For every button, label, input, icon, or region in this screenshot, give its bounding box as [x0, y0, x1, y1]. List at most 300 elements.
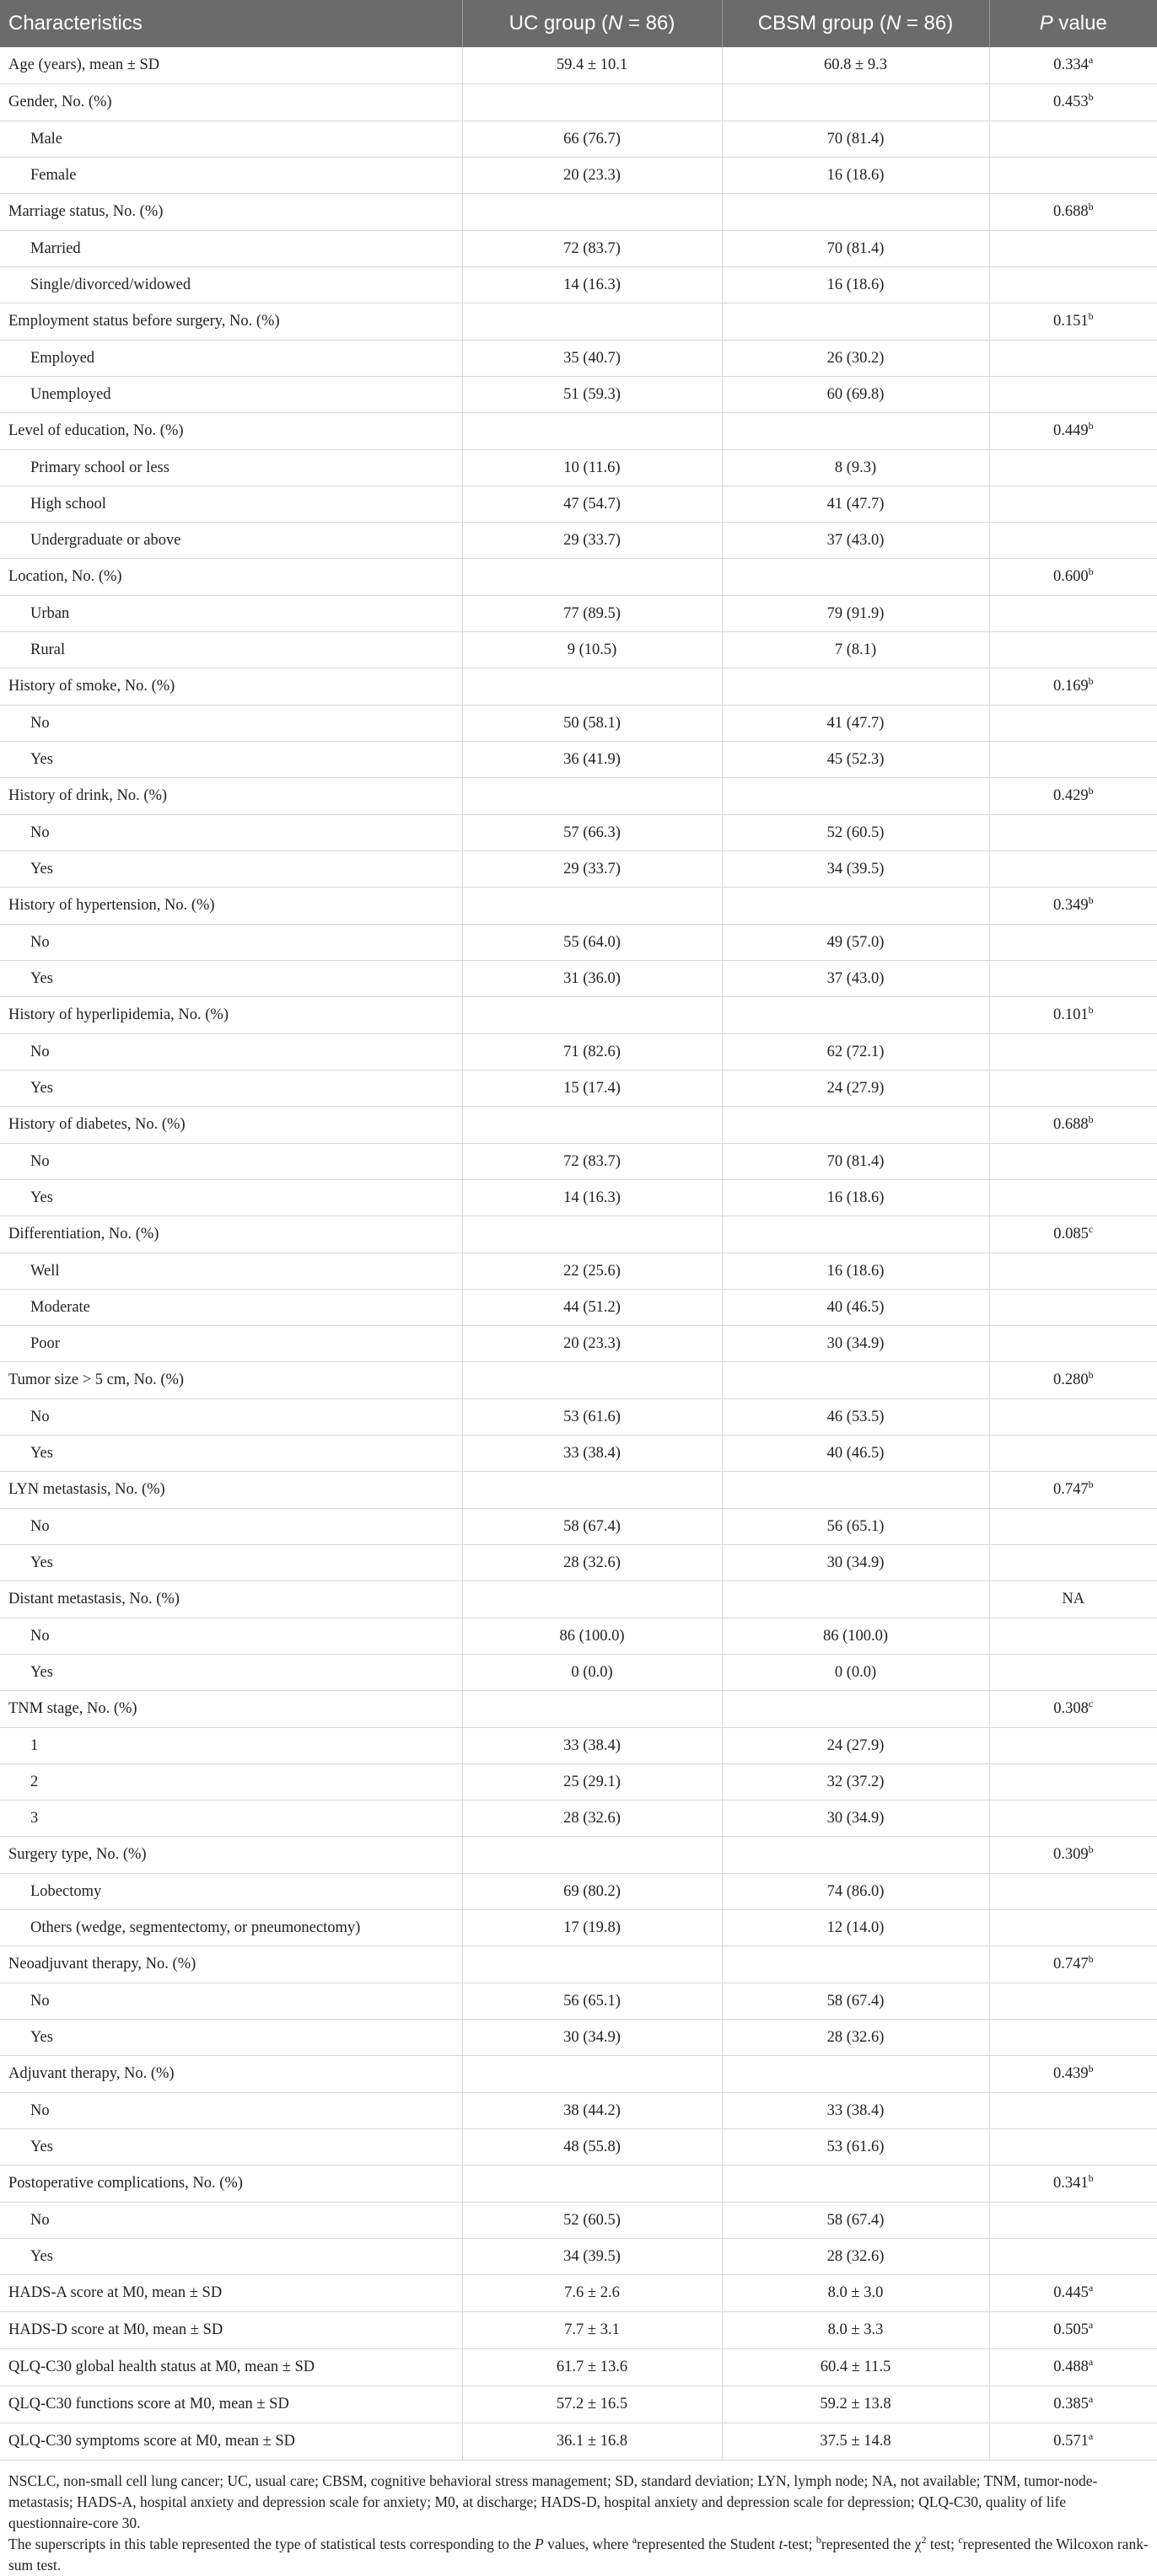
p-value-superscript: b — [1088, 90, 1094, 103]
cell-uc-value: 51 (59.3) — [462, 377, 722, 413]
p-value-superscript: b — [1088, 1478, 1094, 1490]
table-row — [0, 1509, 1157, 1545]
cell-uc-value: 29 (33.7) — [462, 523, 722, 559]
cell-cbsm-value: 45 (52.3) — [722, 742, 989, 778]
cell-p-value: 0.439$^b$ — [989, 2056, 1157, 2093]
cell-uc-value — [462, 2165, 722, 2203]
cell-cbsm-value — [722, 1837, 989, 1874]
cell-cbsm-value: 8.0 ± 3.0 — [722, 2275, 989, 2312]
cell-cbsm-value — [722, 997, 989, 1034]
cell-cbsm-value — [722, 2165, 989, 2203]
cell-cbsm-value: 59.2 ± 13.8 — [722, 2386, 989, 2423]
cell-characteristic: Location, No. (%) — [0, 559, 462, 596]
cell-characteristic: Yes — [0, 851, 462, 888]
cell-characteristic: Moderate — [0, 1290, 462, 1326]
cell-p-value: 0.600$^b$ — [989, 559, 1157, 596]
table-row — [0, 742, 1157, 778]
table-row — [0, 1071, 1157, 1107]
cell-uc-value: 14 (16.3) — [462, 1180, 722, 1216]
table-row — [0, 1655, 1157, 1691]
cell-p-value — [989, 706, 1157, 742]
cell-characteristic: History of drink, No. (%) — [0, 778, 462, 815]
cell-p-value — [989, 1509, 1157, 1545]
cell-cbsm-value: 37 (43.0) — [722, 961, 989, 997]
cell-characteristic: Yes — [0, 742, 462, 778]
cell-uc-value: 56 (65.1) — [462, 1983, 722, 2020]
p-value-superscript: b — [1088, 1368, 1094, 1381]
cell-uc-value: 15 (17.4) — [462, 1071, 722, 1107]
table-row — [0, 413, 1157, 450]
cell-p-value — [989, 742, 1157, 778]
table-row — [0, 377, 1157, 413]
p-value-superscript: b — [1088, 419, 1094, 432]
cell-cbsm-value: 7 (8.1) — [722, 632, 989, 668]
cell-cbsm-value: 41 (47.7) — [722, 706, 989, 742]
cell-characteristic: History of diabetes, No. (%) — [0, 1107, 462, 1144]
cell-p-value — [989, 1034, 1157, 1071]
table-row — [0, 888, 1157, 925]
table-row — [0, 559, 1157, 596]
cell-cbsm-value: 56 (65.1) — [722, 1509, 989, 1545]
cell-p-value: 0.151$^b$ — [989, 303, 1157, 341]
cell-p-value — [989, 267, 1157, 303]
cell-p-value — [989, 815, 1157, 851]
cell-characteristic: Adjuvant therapy, No. (%) — [0, 2056, 462, 2093]
cell-p-value — [989, 632, 1157, 668]
cell-uc-value — [462, 1362, 722, 1399]
cell-uc-value: 33 (38.4) — [462, 1436, 722, 1472]
cell-uc-value: 10 (11.6) — [462, 450, 722, 486]
table-row — [0, 1107, 1157, 1144]
cell-cbsm-value — [722, 1107, 989, 1144]
cell-cbsm-value — [722, 1691, 989, 1728]
cell-characteristic: No — [0, 1983, 462, 2020]
cell-cbsm-value: 0 (0.0) — [722, 1655, 989, 1691]
p-value-superscript: a — [1088, 2429, 1094, 2442]
cell-cbsm-value: 52 (60.5) — [722, 815, 989, 851]
cell-p-value: 0.688$^b$ — [989, 194, 1157, 231]
cell-uc-value: 31 (36.0) — [462, 961, 722, 997]
cell-p-value — [989, 231, 1157, 267]
cell-characteristic: No — [0, 1509, 462, 1545]
cell-p-value — [989, 2203, 1157, 2239]
cell-uc-value: 28 (32.6) — [462, 1801, 722, 1837]
cell-characteristic: Yes — [0, 1655, 462, 1691]
cell-uc-value: 0 (0.0) — [462, 1655, 722, 1691]
cell-cbsm-value — [722, 194, 989, 231]
cell-cbsm-value — [722, 1362, 989, 1399]
cell-p-value: 0.449$^b$ — [989, 413, 1157, 450]
cell-characteristic: HADS-D score at M0, mean ± SD — [0, 2312, 462, 2349]
cell-p-value — [989, 1326, 1157, 1362]
cell-characteristic: Single/divorced/widowed — [0, 267, 462, 303]
cell-p-value — [989, 2129, 1157, 2165]
cell-characteristic: History of hypertension, No. (%) — [0, 888, 462, 925]
cell-characteristic: Level of education, No. (%) — [0, 413, 462, 450]
cell-cbsm-value: 24 (27.9) — [722, 1071, 989, 1107]
cell-uc-value: 20 (23.3) — [462, 1326, 722, 1362]
cell-p-value — [989, 121, 1157, 158]
cell-uc-value: 22 (25.6) — [462, 1253, 722, 1290]
cell-characteristic: Yes — [0, 2020, 462, 2056]
cell-characteristic: HADS-A score at M0, mean ± SD — [0, 2275, 462, 2312]
cell-uc-value: 48 (55.8) — [462, 2129, 722, 2165]
cell-uc-value — [462, 888, 722, 925]
cell-characteristic: Primary school or less — [0, 450, 462, 486]
p-value-superscript: b — [1088, 2171, 1094, 2184]
table-row — [0, 450, 1157, 486]
table-row — [0, 778, 1157, 815]
cell-uc-value: 25 (29.1) — [462, 1764, 722, 1801]
header-characteristics: Characteristics — [0, 0, 462, 47]
cell-characteristic: Yes — [0, 2129, 462, 2165]
cell-p-value — [989, 1910, 1157, 1946]
cell-uc-value — [462, 778, 722, 815]
cell-uc-value — [462, 1472, 722, 1509]
cell-p-value — [989, 1436, 1157, 1472]
cell-p-value — [989, 2239, 1157, 2275]
cell-characteristic: Male — [0, 121, 462, 158]
header-uc-group: UC group (N = 86) — [462, 0, 722, 47]
cell-uc-value: 72 (83.7) — [462, 231, 722, 267]
cell-characteristic: Yes — [0, 1071, 462, 1107]
cell-p-value — [989, 1618, 1157, 1655]
table-row — [0, 1436, 1157, 1472]
table-row — [0, 1326, 1157, 1362]
cell-cbsm-value: 62 (72.1) — [722, 1034, 989, 1071]
table-row — [0, 2349, 1157, 2386]
table-row — [0, 1691, 1157, 1728]
cell-cbsm-value — [722, 778, 989, 815]
cell-p-value: 0.747$^b$ — [989, 1472, 1157, 1509]
table-row — [0, 632, 1157, 668]
cell-uc-value — [462, 1216, 722, 1253]
table-row — [0, 851, 1157, 888]
cell-characteristic: Undergraduate or above — [0, 523, 462, 559]
cell-cbsm-value: 49 (57.0) — [722, 925, 989, 961]
cell-characteristic: History of smoke, No. (%) — [0, 668, 462, 706]
cell-characteristic: QLQ-C30 functions score at M0, mean ± SD — [0, 2386, 462, 2423]
cell-characteristic: TNM stage, No. (%) — [0, 1691, 462, 1728]
cell-p-value: 0.505$^a$ — [989, 2312, 1157, 2349]
cell-cbsm-value: 24 (27.9) — [722, 1728, 989, 1764]
cell-p-value — [989, 1545, 1157, 1581]
cell-cbsm-value: 16 (18.6) — [722, 267, 989, 303]
cell-p-value: 0.308$^c$ — [989, 1691, 1157, 1728]
table-row — [0, 158, 1157, 194]
table-row — [0, 523, 1157, 559]
cell-p-value — [989, 1253, 1157, 1290]
cell-characteristic: Yes — [0, 1545, 462, 1581]
cell-cbsm-value — [722, 2056, 989, 2093]
cell-cbsm-value — [722, 668, 989, 706]
cell-p-value: 0.688$^b$ — [989, 1107, 1157, 1144]
table-row — [0, 1545, 1157, 1581]
cell-uc-value: 77 (89.5) — [462, 596, 722, 632]
cell-p-value: 0.101$^b$ — [989, 997, 1157, 1034]
table-row — [0, 2275, 1157, 2312]
cell-cbsm-value: 16 (18.6) — [722, 158, 989, 194]
cell-cbsm-value — [722, 1581, 989, 1618]
table-row — [0, 1728, 1157, 1764]
p-value-superscript: b — [1088, 200, 1094, 212]
cell-p-value — [989, 486, 1157, 523]
table-row — [0, 84, 1157, 121]
cell-p-value — [989, 925, 1157, 961]
cell-p-value — [989, 450, 1157, 486]
cell-cbsm-value: 16 (18.6) — [722, 1253, 989, 1290]
p-value-superscript: b — [1088, 674, 1094, 687]
table-header — [0, 0, 1157, 47]
cell-uc-value: 50 (58.1) — [462, 706, 722, 742]
cell-cbsm-value: 46 (53.5) — [722, 1399, 989, 1436]
table-row — [0, 1216, 1157, 1253]
cell-cbsm-value: 28 (32.6) — [722, 2020, 989, 2056]
table-row — [0, 1253, 1157, 1290]
cell-characteristic: No — [0, 1144, 462, 1180]
cell-uc-value: 58 (67.4) — [462, 1509, 722, 1545]
cell-uc-value — [462, 2056, 722, 2093]
cell-uc-value — [462, 1581, 722, 1618]
cell-characteristic: Lobectomy — [0, 1874, 462, 1910]
cell-uc-value — [462, 413, 722, 450]
cell-cbsm-value — [722, 888, 989, 925]
cell-cbsm-value — [722, 413, 989, 450]
cell-characteristic: Urban — [0, 596, 462, 632]
cell-uc-value: 7.6 ± 2.6 — [462, 2275, 722, 2312]
cell-uc-value: 36.1 ± 16.8 — [462, 2423, 722, 2461]
cell-uc-value: 35 (40.7) — [462, 341, 722, 377]
cell-cbsm-value: 26 (30.2) — [722, 341, 989, 377]
table-row — [0, 2423, 1157, 2461]
cell-p-value — [989, 1764, 1157, 1801]
table-row — [0, 486, 1157, 523]
cell-cbsm-value: 16 (18.6) — [722, 1180, 989, 1216]
cell-characteristic: 1 — [0, 1728, 462, 1764]
cell-characteristic: No — [0, 706, 462, 742]
cell-cbsm-value: 40 (46.5) — [722, 1290, 989, 1326]
cell-cbsm-value: 40 (46.5) — [722, 1436, 989, 1472]
cell-cbsm-value: 79 (91.9) — [722, 596, 989, 632]
cell-uc-value — [462, 668, 722, 706]
cell-cbsm-value: 70 (81.4) — [722, 231, 989, 267]
cell-p-value — [989, 1728, 1157, 1764]
cell-p-value — [989, 1071, 1157, 1107]
cell-cbsm-value — [722, 559, 989, 596]
table-row — [0, 1290, 1157, 1326]
table-row — [0, 1034, 1157, 1071]
table-row — [0, 1618, 1157, 1655]
cell-p-value — [989, 1983, 1157, 2020]
table-row — [0, 2056, 1157, 2093]
cell-characteristic: Well — [0, 1253, 462, 1290]
cell-p-value: 0.488$^a$ — [989, 2349, 1157, 2386]
cell-p-value: 0.309$^b$ — [989, 1837, 1157, 1874]
cell-uc-value: 36 (41.9) — [462, 742, 722, 778]
cell-p-value: 0.453$^b$ — [989, 84, 1157, 121]
cell-cbsm-value: 30 (34.9) — [722, 1801, 989, 1837]
p-value-superscript: b — [1088, 1003, 1094, 1016]
cell-cbsm-value: 60.4 ± 11.5 — [722, 2349, 989, 2386]
cell-characteristic: 3 — [0, 1801, 462, 1837]
p-value-superscript: b — [1088, 894, 1094, 906]
cell-characteristic: No — [0, 925, 462, 961]
cell-uc-value: 7.7 ± 3.1 — [462, 2312, 722, 2349]
cell-cbsm-value: 28 (32.6) — [722, 2239, 989, 2275]
table-row — [0, 2239, 1157, 2275]
cell-cbsm-value: 60 (69.8) — [722, 377, 989, 413]
cell-characteristic: Differentiation, No. (%) — [0, 1216, 462, 1253]
cell-uc-value — [462, 559, 722, 596]
cell-cbsm-value — [722, 303, 989, 341]
p-value-superscript: a — [1088, 2281, 1094, 2294]
cell-uc-value: 69 (80.2) — [462, 1874, 722, 1910]
p-value-superscript: b — [1088, 784, 1094, 797]
cell-cbsm-value: 30 (34.9) — [722, 1326, 989, 1362]
cell-uc-value: 14 (16.3) — [462, 267, 722, 303]
table-row — [0, 1399, 1157, 1436]
table-row — [0, 267, 1157, 303]
cell-uc-value: 52 (60.5) — [462, 2203, 722, 2239]
cell-p-value — [989, 1180, 1157, 1216]
cell-characteristic: No — [0, 2203, 462, 2239]
table-row — [0, 925, 1157, 961]
cell-uc-value: 86 (100.0) — [462, 1618, 722, 1655]
cell-characteristic: Employed — [0, 341, 462, 377]
cell-p-value: 0.571$^a$ — [989, 2423, 1157, 2461]
cell-p-value — [989, 377, 1157, 413]
cell-characteristic: Neoadjuvant therapy, No. (%) — [0, 1946, 462, 1983]
cell-uc-value: 66 (76.7) — [462, 121, 722, 158]
p-value-superscript: b — [1088, 309, 1094, 322]
cell-uc-value — [462, 1837, 722, 1874]
cell-uc-value: 34 (39.5) — [462, 2239, 722, 2275]
cell-cbsm-value — [722, 84, 989, 121]
cell-characteristic: Employment status before surgery, No. (%) — [0, 303, 462, 341]
cell-p-value — [989, 158, 1157, 194]
cell-cbsm-value: 58 (67.4) — [722, 2203, 989, 2239]
cell-characteristic: Surgery type, No. (%) — [0, 1837, 462, 1874]
cell-characteristic: QLQ-C30 global health status at M0, mean ± SD — [0, 2349, 462, 2386]
table-row — [0, 961, 1157, 997]
cell-characteristic: Married — [0, 231, 462, 267]
cell-p-value: 0.385$^a$ — [989, 2386, 1157, 2423]
cell-p-value — [989, 1801, 1157, 1837]
header-cbsm-group: CBSM group (N = 86) — [722, 0, 989, 47]
cell-uc-value: 72 (83.7) — [462, 1144, 722, 1180]
cell-p-value — [989, 2093, 1157, 2129]
table-row — [0, 2203, 1157, 2239]
cell-uc-value: 44 (51.2) — [462, 1290, 722, 1326]
cell-uc-value — [462, 1691, 722, 1728]
cell-p-value: 0.747$^b$ — [989, 1946, 1157, 1983]
cell-cbsm-value: 70 (81.4) — [722, 121, 989, 158]
table-row — [0, 596, 1157, 632]
cell-cbsm-value: 30 (34.9) — [722, 1545, 989, 1581]
table-row — [0, 1946, 1157, 1983]
cell-characteristic: Age (years), mean ± SD — [0, 47, 462, 84]
cell-uc-value: 30 (34.9) — [462, 2020, 722, 2056]
table-row — [0, 1801, 1157, 1837]
table-row — [0, 1837, 1157, 1874]
cell-characteristic: LYN metastasis, No. (%) — [0, 1472, 462, 1509]
cell-characteristic: Marriage status, No. (%) — [0, 194, 462, 231]
cell-uc-value: 59.4 ± 10.1 — [462, 47, 722, 84]
footnote-tests: The superscripts in this table represented the type of statistical tests corresponding to the P values, where $^a$represented the Student t-test; $^b$represented the $\chi^2$ test; $^c$represented the Wilcoxon rank-sum test. — [8, 2534, 1149, 2573]
cell-uc-value: 57.2 ± 16.5 — [462, 2386, 722, 2423]
table-row — [0, 706, 1157, 742]
cell-uc-value: 9 (10.5) — [462, 632, 722, 668]
table-row — [0, 1764, 1157, 1801]
table-row — [0, 668, 1157, 706]
p-value-superscript: a — [1088, 2355, 1094, 2368]
table-row — [0, 303, 1157, 341]
table-row — [0, 2165, 1157, 2203]
cell-p-value: 0.169$^b$ — [989, 668, 1157, 706]
cell-characteristic: Yes — [0, 2239, 462, 2275]
cell-p-value — [989, 961, 1157, 997]
cell-characteristic: Tumor size > 5 cm, No. (%) — [0, 1362, 462, 1399]
table-row — [0, 2020, 1157, 2056]
table-row — [0, 1910, 1157, 1946]
cell-characteristic: Others (wedge, segmentectomy, or pneumonectomy) — [0, 1910, 462, 1946]
cell-p-value: 0.085$^c$ — [989, 1216, 1157, 1253]
cell-characteristic: 2 — [0, 1764, 462, 1801]
table-row — [0, 815, 1157, 851]
p-value-superscript: c — [1088, 1222, 1094, 1235]
cell-p-value — [989, 1144, 1157, 1180]
cell-uc-value: 47 (54.7) — [462, 486, 722, 523]
cell-characteristic: Distant metastasis, No. (%) — [0, 1581, 462, 1618]
p-value-superscript: b — [1088, 1113, 1094, 1125]
cell-cbsm-value: 8.0 ± 3.3 — [722, 2312, 989, 2349]
cell-p-value — [989, 596, 1157, 632]
footnote-abbreviations: NSCLC, non-small cell lung cancer; UC, usual care; CBSM, cognitive behavioral stress management; SD, standard deviation; LYN, lymph node; NA, not available; TNM, tumor-node-metastasis; HADS-A, hospital anxiety and depression scale for anxiety; M0, at discharge; HADS-D, hospital anxiety and depression scale for depression; QLQ-C30, quality of life questionnaire-core 30. — [8, 2472, 1098, 2531]
cell-uc-value: 38 (44.2) — [462, 2093, 722, 2129]
table-body — [0, 47, 1157, 2461]
cell-characteristic: No — [0, 1399, 462, 1436]
table-row — [0, 341, 1157, 377]
cell-uc-value — [462, 84, 722, 121]
cell-p-value — [989, 1290, 1157, 1326]
p-value-superscript: b — [1088, 1843, 1094, 1855]
cell-cbsm-value — [722, 1946, 989, 1983]
cell-cbsm-value: 33 (38.4) — [722, 2093, 989, 2129]
cell-uc-value: 71 (82.6) — [462, 1034, 722, 1071]
cell-uc-value: 61.7 ± 13.6 — [462, 2349, 722, 2386]
cell-characteristic: Poor — [0, 1326, 462, 1362]
p-value-superscript: a — [1088, 2318, 1094, 2331]
cell-uc-value — [462, 194, 722, 231]
cell-p-value: 0.429$^b$ — [989, 778, 1157, 815]
cell-characteristic: Unemployed — [0, 377, 462, 413]
cell-p-value — [989, 851, 1157, 888]
cell-uc-value: 55 (64.0) — [462, 925, 722, 961]
cell-p-value — [989, 341, 1157, 377]
cell-cbsm-value: 86 (100.0) — [722, 1618, 989, 1655]
table-row — [0, 121, 1157, 158]
cell-cbsm-value: 70 (81.4) — [722, 1144, 989, 1180]
cell-uc-value: 33 (38.4) — [462, 1728, 722, 1764]
table-row — [0, 1180, 1157, 1216]
cell-characteristic: Gender, No. (%) — [0, 84, 462, 121]
cell-characteristic: No — [0, 1618, 462, 1655]
cell-uc-value: 28 (32.6) — [462, 1545, 722, 1581]
p-value-superscript: a — [1088, 2392, 1094, 2405]
cell-cbsm-value: 34 (39.5) — [722, 851, 989, 888]
table-row — [0, 2386, 1157, 2423]
cell-cbsm-value — [722, 1216, 989, 1253]
